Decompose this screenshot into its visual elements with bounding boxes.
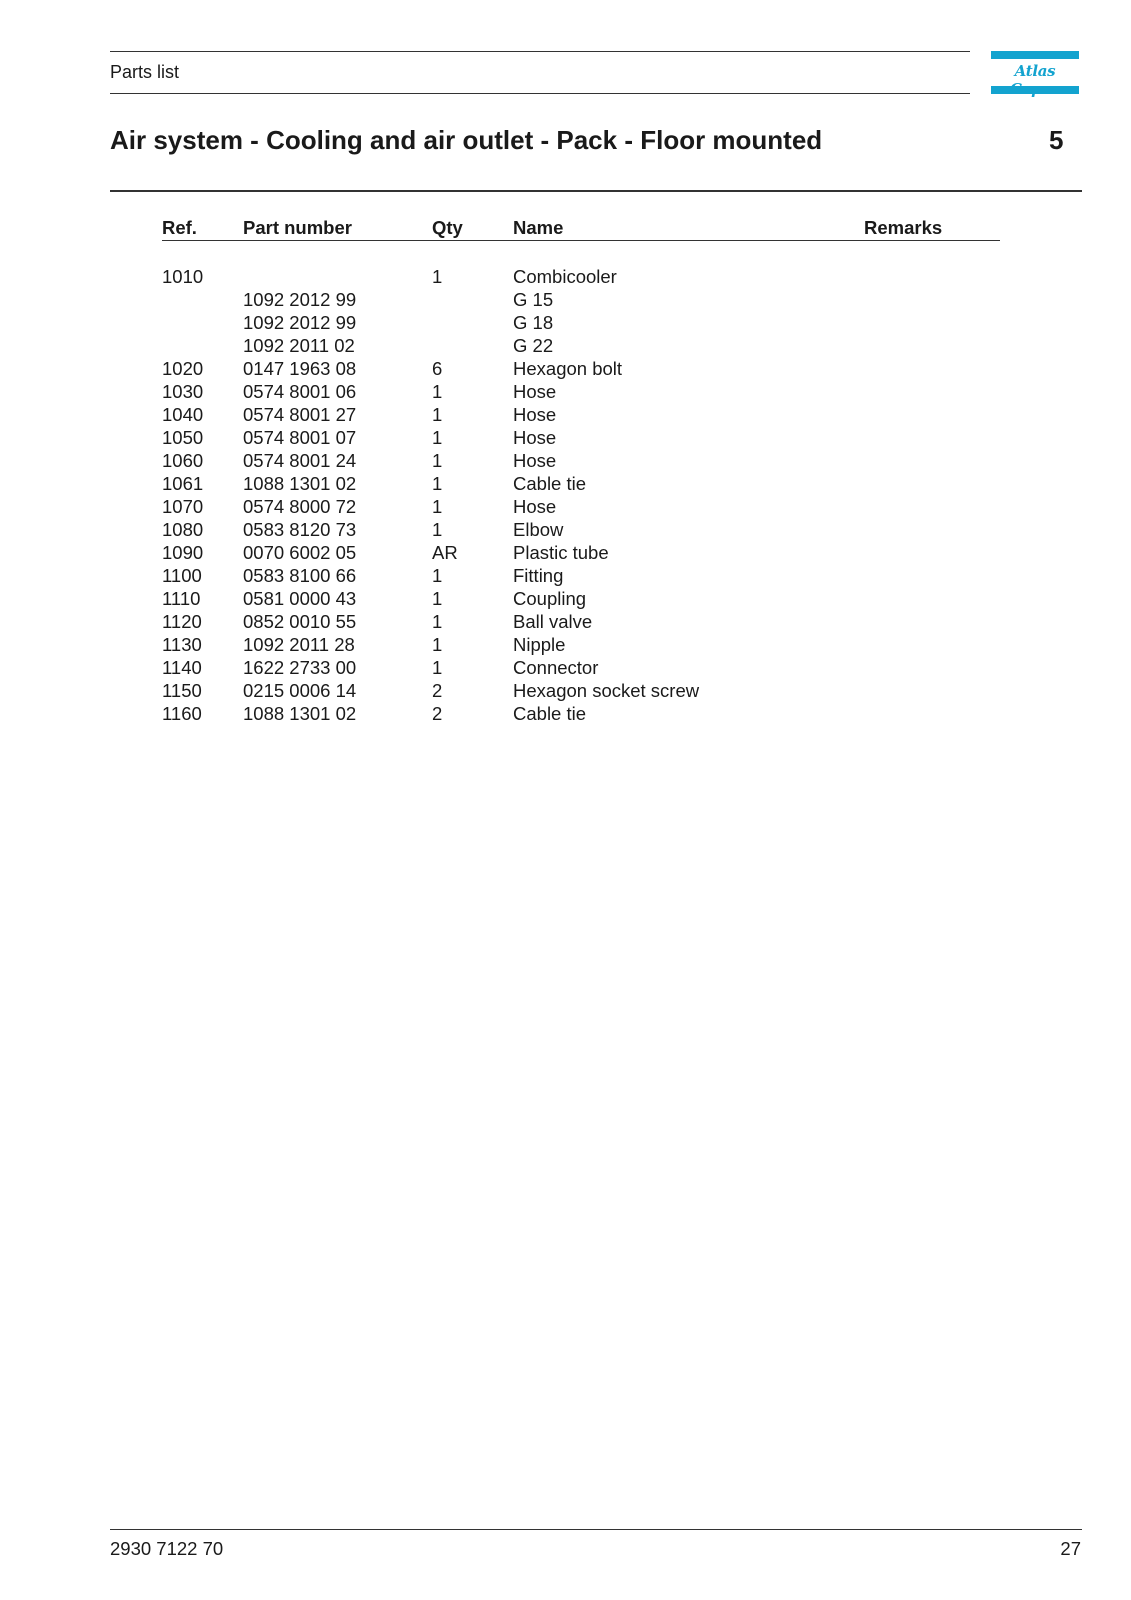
cell-ref: 1130 [162, 634, 202, 655]
table-row [0, 358, 1131, 381]
table-row [0, 335, 1131, 358]
table-row [0, 404, 1131, 427]
logo-bar-top [991, 51, 1079, 59]
table-row [0, 657, 1131, 680]
cell-part-number: 0574 8001 24 [243, 450, 357, 471]
cell-name: Nipple [513, 634, 566, 655]
column-header-remarks: Remarks [864, 217, 943, 238]
column-header-part-number: Part number [243, 217, 352, 238]
cell-qty: 1 [432, 404, 443, 425]
cell-qty: 2 [432, 703, 443, 724]
cell-qty: 1 [432, 634, 443, 655]
cell-name: G 22 [513, 335, 554, 356]
cell-qty: AR [432, 542, 458, 563]
cell-part-number: 0581 0000 43 [243, 588, 357, 609]
table-row [0, 634, 1131, 657]
table-row [0, 473, 1131, 496]
cell-ref: 1080 [162, 519, 204, 540]
cell-ref: 1090 [162, 542, 204, 563]
table-row [0, 450, 1131, 473]
cell-ref: 1020 [162, 358, 204, 379]
cell-name: Hose [513, 381, 557, 402]
cell-part-number: 0215 0006 14 [243, 680, 357, 701]
cell-qty: 1 [432, 565, 443, 586]
table-row [0, 427, 1131, 450]
cell-part-number: 0574 8001 06 [243, 381, 357, 402]
cell-part-number: 0574 8001 07 [243, 427, 357, 448]
chapter-number: 5 [1049, 125, 1064, 155]
table-row [0, 680, 1131, 703]
cell-name: Hose [513, 496, 557, 517]
cell-part-number: 0574 8000 72 [243, 496, 357, 517]
logo-wordmark: Atlas [1014, 62, 1056, 80]
cell-name: G 15 [513, 289, 554, 310]
cell-part-number: 1088 1301 02 [243, 703, 357, 724]
cell-ref: 1061 [162, 473, 204, 494]
cell-name: Combicooler [513, 266, 617, 287]
table-row [0, 496, 1131, 519]
cell-ref: 1100 [162, 565, 202, 586]
brand-logo [991, 51, 1079, 95]
cell-qty: 1 [432, 588, 443, 609]
cell-part-number: 1092 2011 28 [243, 634, 355, 655]
cell-name: Plastic tube [513, 542, 609, 563]
column-header-qty: Qty [432, 217, 463, 238]
cell-name: Hose [513, 404, 557, 425]
cell-ref: 1030 [162, 381, 204, 402]
title-rule [110, 190, 1082, 192]
table-row [0, 542, 1131, 565]
cell-name: Hexagon socket screw [513, 680, 700, 701]
cell-ref: 1070 [162, 496, 204, 517]
cell-qty: 1 [432, 427, 443, 448]
header-top-rule [110, 51, 970, 52]
cell-ref: 1050 [162, 427, 204, 448]
cell-name: G 18 [513, 312, 554, 333]
header-bottom-rule [110, 93, 970, 94]
cell-part-number: 0583 8120 73 [243, 519, 357, 540]
cell-qty: 1 [432, 450, 443, 471]
cell-ref: 1140 [162, 657, 202, 678]
section-label: Parts list [110, 62, 180, 82]
cell-qty: 1 [432, 611, 443, 632]
cell-qty: 1 [432, 657, 443, 678]
cell-ref: 1010 [162, 266, 204, 287]
cell-name: Hose [513, 450, 557, 471]
cell-part-number: 1092 2012 99 [243, 289, 357, 310]
cell-name: Cable tie [513, 473, 587, 494]
column-header-name: Name [513, 217, 564, 238]
table-header-rule [162, 240, 1000, 241]
table-row [0, 611, 1131, 634]
table-row [0, 565, 1131, 588]
cell-name: Cable tie [513, 703, 587, 724]
table-row [0, 703, 1131, 726]
cell-part-number: 1088 1301 02 [243, 473, 357, 494]
cell-name: Fitting [513, 565, 564, 586]
cell-qty: 1 [432, 519, 443, 540]
cell-name: Ball valve [513, 611, 593, 632]
page-title: Air system - Cooling and air outlet - Pack - Floor mounted [110, 125, 823, 155]
cell-name: Coupling [513, 588, 587, 609]
cell-name: Hexagon bolt [513, 358, 623, 379]
cell-part-number: 1092 2012 99 [243, 312, 357, 333]
cell-qty: 1 [432, 496, 443, 517]
cell-ref: 1040 [162, 404, 204, 425]
logo-bar-bottom [991, 86, 1079, 94]
cell-qty: 1 [432, 381, 443, 402]
page-number: 27 [1060, 1538, 1081, 1559]
cell-part-number: 0852 0010 55 [243, 611, 357, 632]
cell-qty: 1 [432, 266, 443, 287]
cell-part-number: 0583 8100 66 [243, 565, 357, 586]
table-row [0, 266, 1131, 289]
cell-ref: 1160 [162, 703, 202, 724]
table-row [0, 289, 1131, 312]
cell-part-number: 0574 8001 27 [243, 404, 357, 425]
cell-qty: 1 [432, 473, 443, 494]
cell-part-number: 1092 2011 02 [243, 335, 355, 356]
table-row [0, 519, 1131, 542]
table-row [0, 312, 1131, 335]
cell-name: Elbow [513, 519, 564, 540]
cell-name: Hose [513, 427, 557, 448]
footer-rule [110, 1529, 1082, 1530]
document-number: 2930 7122 70 [110, 1538, 224, 1559]
cell-part-number: 0070 6002 05 [243, 542, 357, 563]
cell-ref: 1120 [162, 611, 202, 632]
cell-ref: 1060 [162, 450, 204, 471]
cell-ref: 1150 [162, 680, 202, 701]
cell-part-number: 0147 1963 08 [243, 358, 357, 379]
column-header-ref: Ref. [162, 217, 197, 238]
parts-table-body [0, 266, 1131, 726]
table-row [0, 381, 1131, 404]
table-row [0, 588, 1131, 611]
cell-ref: 1110 [162, 588, 201, 609]
cell-qty: 6 [432, 358, 443, 379]
cell-qty: 2 [432, 680, 443, 701]
cell-name: Connector [513, 657, 599, 678]
cell-part-number: 1622 2733 00 [243, 657, 357, 678]
